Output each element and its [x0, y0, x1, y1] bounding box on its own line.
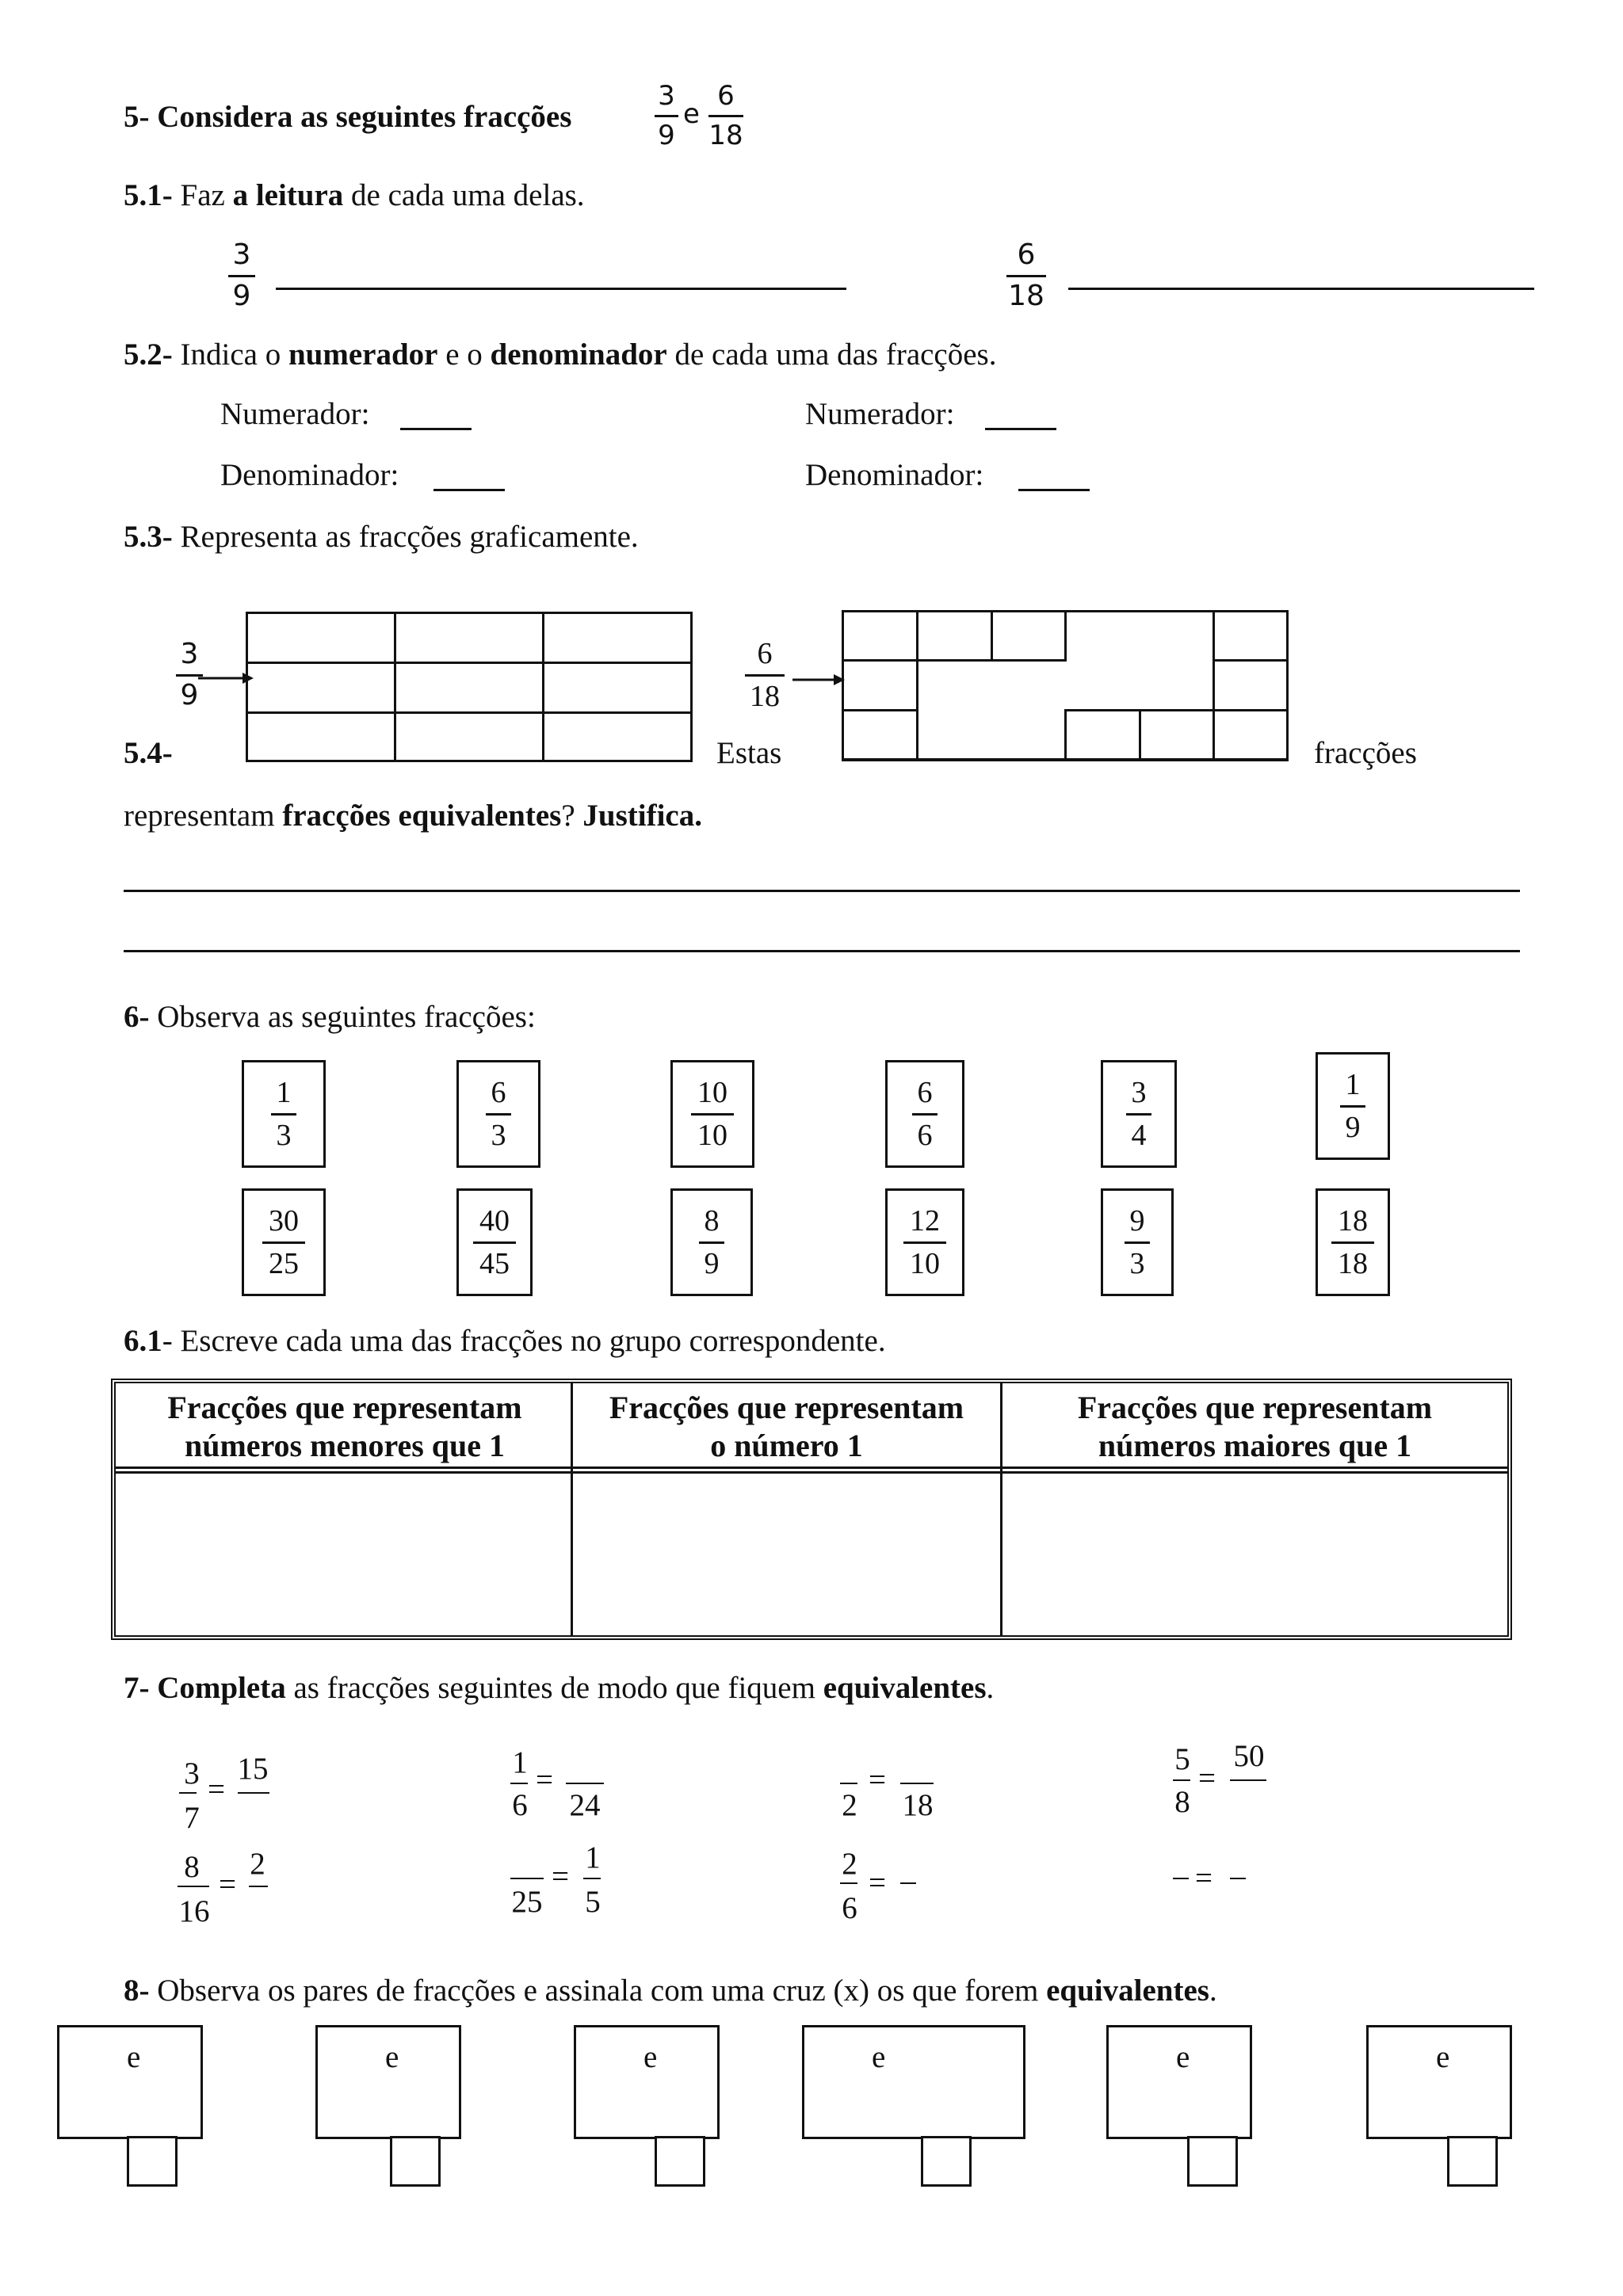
q5-4-label: 5.4-: [124, 736, 173, 770]
checkbox[interactable]: [127, 2136, 178, 2187]
blank-fraction[interactable]: [1230, 1878, 1246, 1879]
blank-fraction[interactable]: [900, 1882, 916, 1884]
answer-cell-less-than-1[interactable]: [119, 1474, 569, 1632]
numerator-label-b: Numerador:: [805, 397, 955, 431]
graph-fraction-a: 3 9: [176, 640, 203, 710]
numerator-label-a: Numerador:: [220, 397, 370, 431]
fraction-card: $\frac{12}{10}$: [885, 1188, 964, 1296]
fraction-card: $\frac{1}{9}$: [1316, 1052, 1390, 1160]
q5-3-prompt: 5.3- Representa as fracções graficamente.: [124, 520, 639, 554]
fraction-card: $\frac{9}{3}$: [1101, 1188, 1174, 1296]
fraction-card: $\frac{10}{10}$: [670, 1060, 754, 1168]
justify-answer-line-2[interactable]: [124, 950, 1520, 952]
blank-denominator[interactable]: [249, 1886, 268, 1887]
q6-prompt: 6- Observa as seguintes fracções:: [124, 1000, 536, 1034]
pair-connector: e: [643, 2040, 658, 2074]
checkbox[interactable]: [921, 2136, 972, 2187]
pair-connector: e: [1176, 2040, 1190, 2074]
q5-connector: e: [683, 98, 700, 130]
reading-answer-line-a[interactable]: [276, 288, 846, 290]
q5-fraction-a: 3 9: [655, 82, 678, 149]
blank-numerator[interactable]: [510, 1878, 544, 1879]
q6-1-prompt: 6.1- Escreve cada uma das fracções no grupo correspondente.: [124, 1324, 886, 1358]
reading-answer-line-b[interactable]: [1068, 288, 1534, 290]
pair-connector: e: [127, 2040, 141, 2074]
blank-numerator[interactable]: [566, 1783, 604, 1784]
fraction-card: $\frac{8}{9}$: [670, 1188, 753, 1296]
blank-numerator[interactable]: [840, 1783, 857, 1784]
blank-denominator[interactable]: [1230, 1779, 1266, 1781]
q5-2-prompt: 5.2- Indica o numerador e o denominador de cada uma das fracções.: [124, 338, 997, 372]
q5-1-prompt: 5.1- Faz a leitura de cada uma delas.: [124, 178, 585, 212]
fraction-card: $\frac{6}{6}$: [885, 1060, 964, 1168]
checkbox[interactable]: [390, 2136, 441, 2187]
denominator-blank-a[interactable]: [433, 489, 505, 491]
table-header-divider: [116, 1466, 1507, 1469]
q5-4-estas: Estas: [716, 736, 782, 770]
q8-prompt: 8- Observa os pares de fracções e assinala com uma cruz (x) os que forem equivalentes.: [124, 1974, 1217, 2008]
denominator-label-b: Denominador:: [805, 458, 984, 492]
justify-answer-line-1[interactable]: [124, 890, 1520, 892]
arrow-icon: [792, 672, 845, 688]
blank-fraction[interactable]: [1173, 1878, 1189, 1879]
answer-cell-greater-than-1[interactable]: [1003, 1474, 1506, 1632]
pair-connector: e: [872, 2040, 886, 2074]
reading-fraction-b: 6 18: [1006, 241, 1046, 311]
table-header-equal-1: Fracções que representam o número 1: [609, 1390, 964, 1463]
q5-fraction-b: 6 18: [708, 80, 743, 151]
checkbox[interactable]: [655, 2136, 705, 2187]
q5-4-fraccoes: fracções: [1314, 736, 1417, 770]
checkbox[interactable]: [1447, 2136, 1498, 2187]
fraction-card: $\frac{1}{3}$: [242, 1060, 326, 1168]
numerator-blank-b[interactable]: [985, 428, 1056, 430]
fraction-card: $\frac{30}{25}$: [242, 1188, 326, 1296]
denominator-label-a: Denominador:: [220, 458, 399, 492]
blank-denominator[interactable]: [238, 1792, 269, 1794]
q7-prompt: 7- Completa as fracções seguintes de modo que fiquem equivalentes.: [124, 1671, 995, 1705]
fraction-card: $\frac{40}{45}$: [456, 1188, 533, 1296]
fraction-card: $\frac{3}{4}$: [1101, 1060, 1177, 1168]
checkbox[interactable]: [1187, 2136, 1238, 2187]
q5-title: 5- Considera as seguintes fracções: [124, 100, 572, 134]
numerator-blank-a[interactable]: [400, 428, 472, 430]
table-header-less-than-1: Fracções que representam números menores que 1: [167, 1390, 522, 1463]
fraction-pair-box: [802, 2025, 1025, 2139]
table-header-greater-than-1: Fracções que representam números maiores que 1: [1077, 1390, 1433, 1463]
blank-numerator[interactable]: [900, 1783, 934, 1784]
denominator-blank-b[interactable]: [1018, 489, 1090, 491]
fraction-card: $\frac{6}{3}$: [456, 1060, 540, 1168]
graph-fraction-b: 6 18: [745, 639, 785, 711]
pair-connector: e: [385, 2040, 399, 2074]
fraction-card: $\frac{18}{18}$: [1316, 1188, 1390, 1296]
reading-fraction-a: 3 9: [228, 241, 255, 311]
q5-4-prompt-line2: representam fracções equivalentes? Justifica.: [124, 799, 702, 833]
answer-cell-equal-1[interactable]: [574, 1474, 999, 1632]
pair-connector: e: [1436, 2040, 1450, 2074]
